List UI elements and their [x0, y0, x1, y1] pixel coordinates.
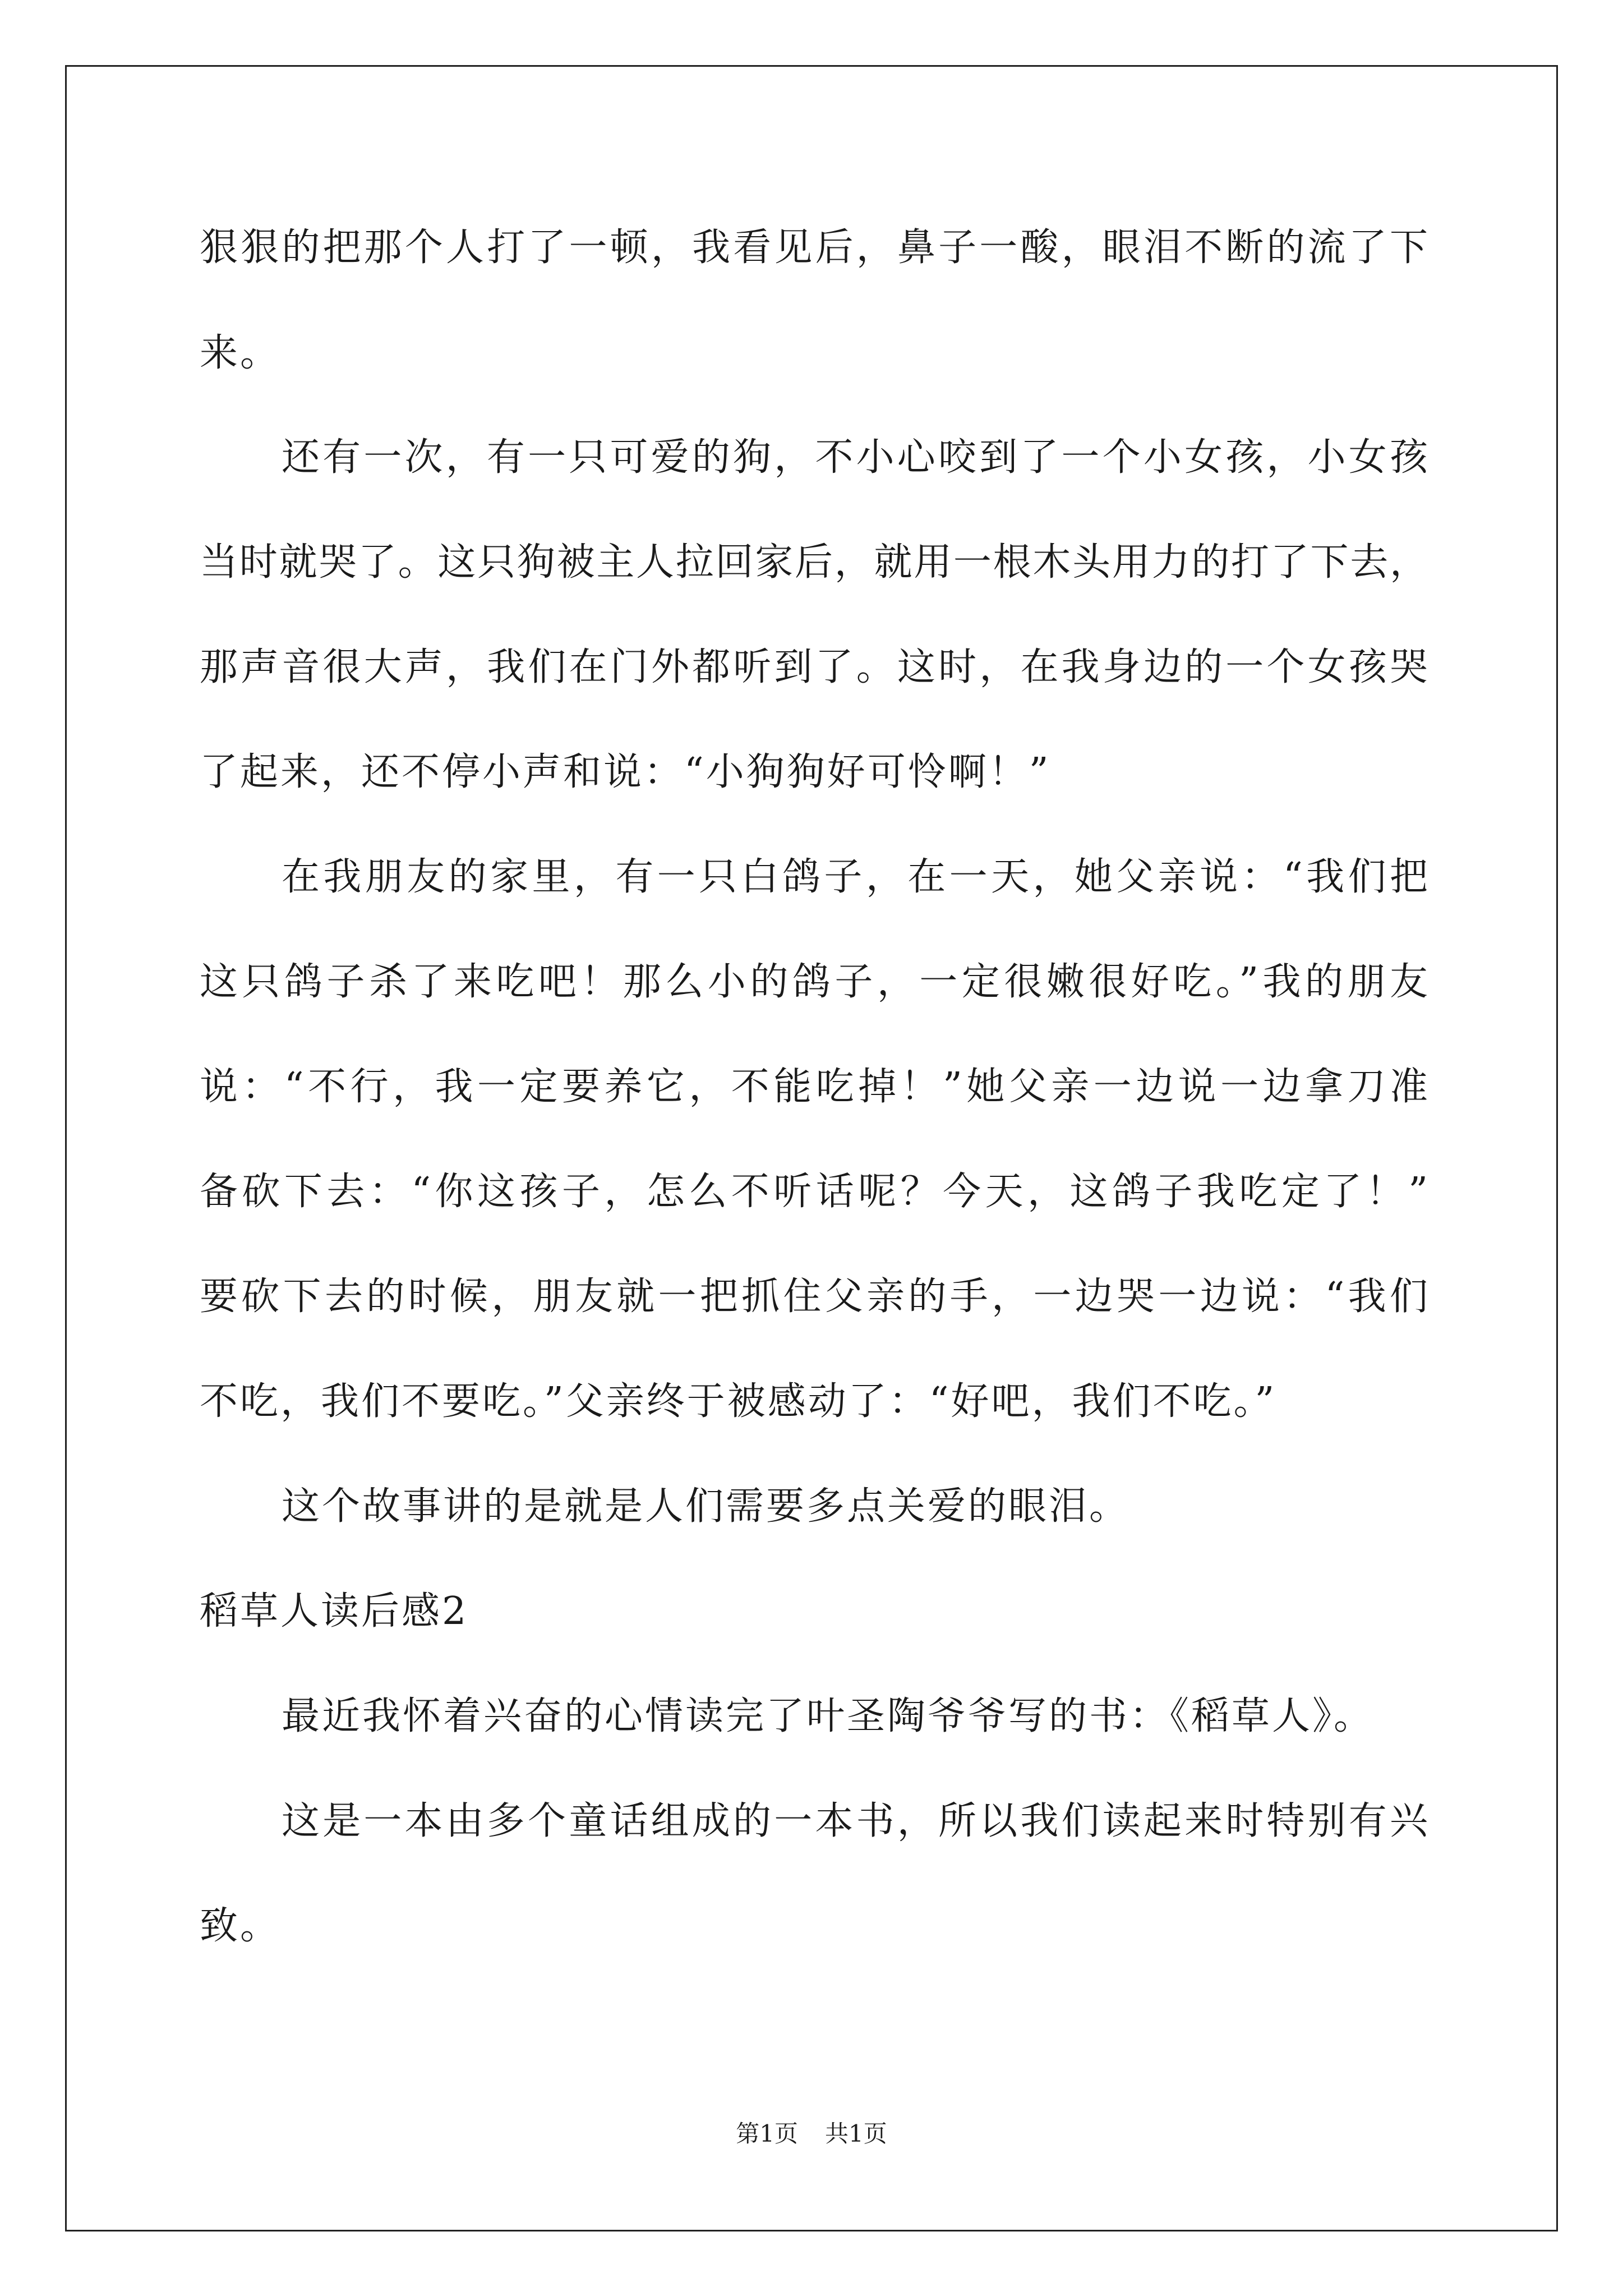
page-border: [65, 65, 1558, 2231]
text-line: 这个故事讲的是就是人们需要多点关爱的眼泪。: [282, 1484, 1130, 1529]
text-line: 这是一本由多个童话组成的一本书，所以我们读起来时特别有兴: [282, 1799, 1428, 1843]
page-footer: [0, 2122, 1623, 2146]
text-line: 说：“不行，我一定要养它，不能吃掉！”她父亲一边说一边拿刀准: [200, 1065, 1428, 1109]
section-heading: 稻草人读后感2: [200, 1589, 469, 1634]
text-line: 致。: [200, 1904, 281, 1948]
page-number: 第1页: [736, 2120, 798, 2147]
text-line: 备砍下去：“你这孩子，怎么不听话呢？今天，这鸽子我吃定了！”: [200, 1170, 1428, 1214]
text-line: 狠狠的把那个人打了一顿，我看见后，鼻子一酸，眼泪不断的流了下: [200, 226, 1428, 270]
text-line: 来。: [200, 331, 281, 375]
text-line: 了起来，还不停小声和说：“小狗狗好可怜啊！”: [200, 750, 1051, 794]
text-line: 在我朋友的家里，有一只白鸽子，在一天，她父亲说：“我们把: [282, 855, 1428, 899]
text-line: 最近我怀着兴奋的心情读完了叶圣陶爷爷写的书：《稻草人》。: [282, 1694, 1375, 1738]
text-line: 这只鸽子杀了来吃吧！那么小的鸽子，一定很嫩很好吃。”我的朋友: [200, 960, 1428, 1004]
text-line: 那声音很大声，我们在门外都听到了。这时，在我身边的一个女孩哭: [200, 645, 1428, 689]
text-line: 不吃，我们不要吃。”父亲终于被感动了：“好吧，我们不吃。”: [200, 1379, 1277, 1424]
text-line: 当时就哭了。这只狗被主人拉回家后，就用一根木头用力的打了下去，: [200, 540, 1428, 585]
text-line: 要砍下去的时候，朋友就一把抓住父亲的手，一边哭一边说：“我们: [200, 1274, 1428, 1319]
page-total: 共1页: [825, 2120, 887, 2147]
text-line: 还有一次，有一只可爱的狗，不小心咬到了一个小女孩，小女孩: [282, 435, 1428, 480]
